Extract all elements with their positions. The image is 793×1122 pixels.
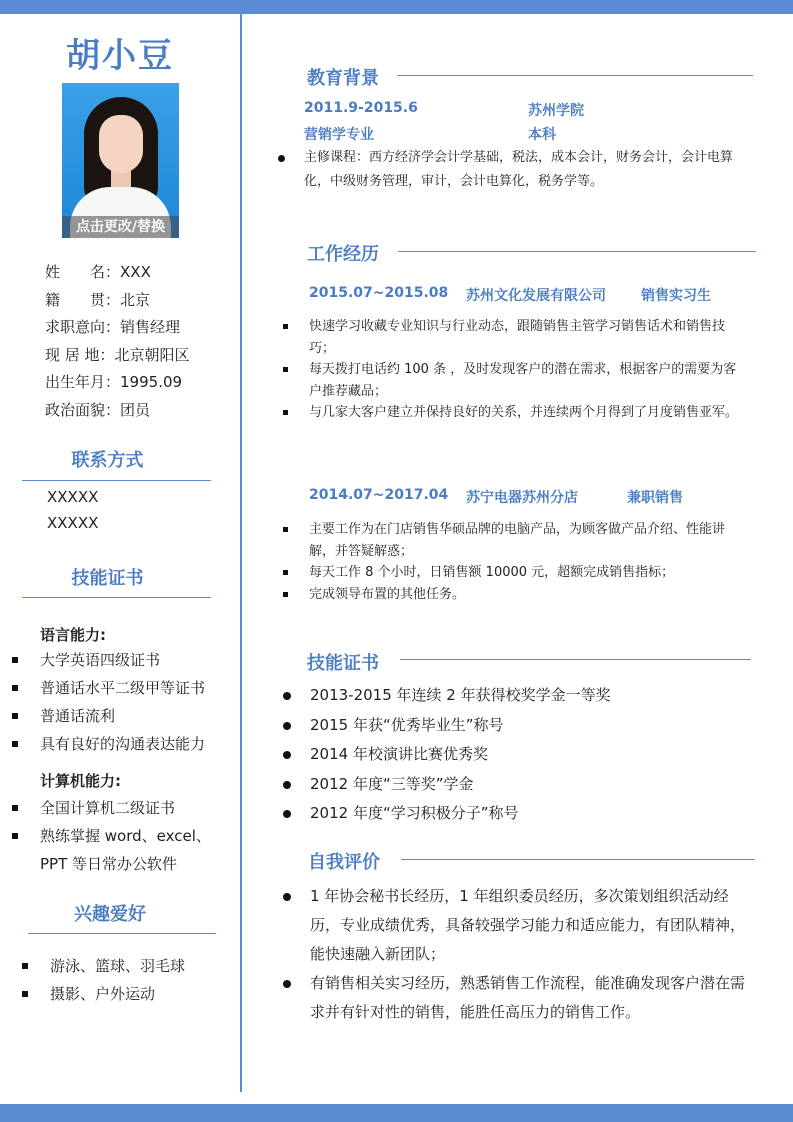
list-item: 2014 年校演讲比赛优秀奖 — [283, 740, 748, 770]
job-period: 2014.07~2017.04 — [309, 487, 449, 503]
column-divider — [240, 14, 242, 1092]
info-label: 籍 贯： — [45, 290, 121, 309]
education-major: 营销学专业 — [304, 127, 374, 143]
info-row — [45, 369, 190, 397]
list-item: 1 年协会秘书长经历，1 年组织委员经历，多次策划组织活动经历，专业成绩优秀，具备较强学习能力和适应能力，有团队精神，能快速融入新团队； — [283, 882, 745, 969]
contact-item: XXXXX — [47, 514, 99, 532]
hobbies-title: 兴趣爱好 — [74, 904, 146, 925]
list-item: 2012 年度“学习积极分子”称号 — [283, 799, 748, 829]
list-item: 全国计算机二级证书 — [12, 794, 222, 822]
list-item: 与几家大客户建立并保持良好的关系，并连续两个月得到了月度销售亚军。 — [283, 402, 748, 424]
list-item: 有销售相关实习经历，熟悉销售工作流程，能准确发现客户潜在需求并有针对性的销售，能胜任高压力的销售工作。 — [283, 969, 745, 1027]
self-eval-list — [283, 882, 745, 1027]
info-label: 出生年月： — [45, 373, 121, 391]
photo-face — [99, 115, 143, 173]
language-ability-heading: 语言能力: — [40, 626, 106, 644]
certs-title-line — [400, 659, 751, 660]
certs-title: 技能证书 — [307, 653, 379, 674]
contact-title-underline — [22, 480, 211, 481]
contact-title: 联系方式 — [71, 450, 144, 471]
job-company: 苏宁电器苏州分店 — [466, 490, 578, 506]
info-row — [45, 287, 190, 315]
language-list — [12, 646, 222, 758]
list-item: 每天拨打电话约 100 条 ，及时发现客户的潜在需求，根据客户的需要为客户推荐藏品； — [283, 359, 748, 402]
top-accent-bar — [0, 0, 793, 14]
bottom-accent-bar — [0, 1104, 793, 1122]
candidate-name: 胡小豆 — [66, 36, 174, 76]
self-eval-title-line — [401, 859, 755, 860]
info-row — [45, 342, 190, 370]
job-duties-list — [283, 519, 748, 605]
list-item: 每天工作 8 个小时，日销售额 10000 元，超额完成销售指标； — [283, 562, 748, 584]
education-degree: 本科 — [528, 127, 556, 143]
info-row — [45, 397, 190, 425]
photo-replace-caption[interactable]: 点击更改/替换 — [62, 216, 179, 238]
hobbies-title-underline — [28, 933, 216, 934]
profile-photo[interactable] — [62, 83, 179, 238]
list-item: 2015 年获“优秀毕业生”称号 — [283, 711, 748, 741]
info-value: 团员 — [120, 400, 151, 419]
list-item: 普通话流利 — [12, 702, 222, 730]
list-item: 2012 年度“三等奖”学金 — [283, 770, 748, 800]
left-skills-title: 技能证书 — [71, 568, 144, 589]
left-skills-title-underline — [22, 597, 211, 598]
job-duties-list — [283, 316, 748, 424]
contact-list — [47, 484, 98, 536]
education-title-line — [397, 75, 753, 76]
list-item: 具有良好的沟通表达能力 — [12, 730, 222, 758]
job-role: 销售实习生 — [641, 288, 711, 304]
work-title-line — [398, 251, 756, 252]
education-title: 教育背景 — [307, 68, 379, 89]
list-item: 摄影、户外运动 — [22, 980, 222, 1008]
list-item: 主要工作为在门店销售华硕品牌的电脑产品，为顾客做产品介绍、性能讲解，并答疑解惑； — [283, 519, 748, 562]
job-company: 苏州文化发展有限公司 — [466, 288, 606, 304]
courses-text: 主修课程：西方经济学会计学基础，税法，成本会计，财务会计，会计电算化，中级财务管理，审计，会计电算化，税务学等。 — [304, 150, 734, 189]
job-role: 兼职销售 — [627, 490, 683, 506]
self-eval-title: 自我评价 — [308, 852, 380, 873]
info-label: 求职意向： — [45, 318, 121, 336]
info-row — [45, 314, 190, 342]
info-value: 北京 — [120, 290, 151, 309]
education-period: 2011.9-2015.6 — [304, 100, 418, 116]
info-label: 政治面貌： — [45, 400, 121, 419]
info-label: 现 居 地： — [45, 345, 115, 364]
list-item: 2013-2015 年连续 2 年获得校奖学金一等奖 — [283, 681, 748, 711]
computer-ability-heading: 计算机能力: — [40, 772, 121, 790]
list-item: 大学英语四级证书 — [12, 646, 222, 674]
info-value: 北京朝阳区 — [114, 345, 190, 364]
list-item: 普通话水平二级甲等证书 — [12, 674, 222, 702]
work-title: 工作经历 — [307, 244, 379, 265]
personal-info — [45, 259, 190, 424]
certs-list — [283, 681, 748, 829]
info-value: XXX — [120, 263, 151, 281]
list-item: 熟练掌握 word、excel、PPT 等日常办公软件 — [12, 822, 222, 878]
computer-list — [12, 794, 222, 878]
info-label: 姓 名： — [45, 263, 121, 281]
list-item: 快速学习收藏专业知识与行业动态，跟随销售主管学习销售话术和销售技巧； — [283, 316, 748, 359]
info-value: 销售经理 — [120, 318, 181, 336]
info-row — [45, 259, 190, 287]
education-courses-list — [278, 146, 748, 194]
hobbies-list — [22, 952, 222, 1008]
info-value: 1995.09 — [120, 373, 183, 391]
list-item: 游泳、篮球、羽毛球 — [22, 952, 222, 980]
list-item — [278, 146, 748, 194]
list-item: 完成领导布置的其他任务。 — [283, 584, 748, 606]
education-school: 苏州学院 — [528, 103, 584, 119]
contact-item: XXXXX — [47, 488, 99, 506]
job-period: 2015.07~2015.08 — [309, 285, 449, 301]
